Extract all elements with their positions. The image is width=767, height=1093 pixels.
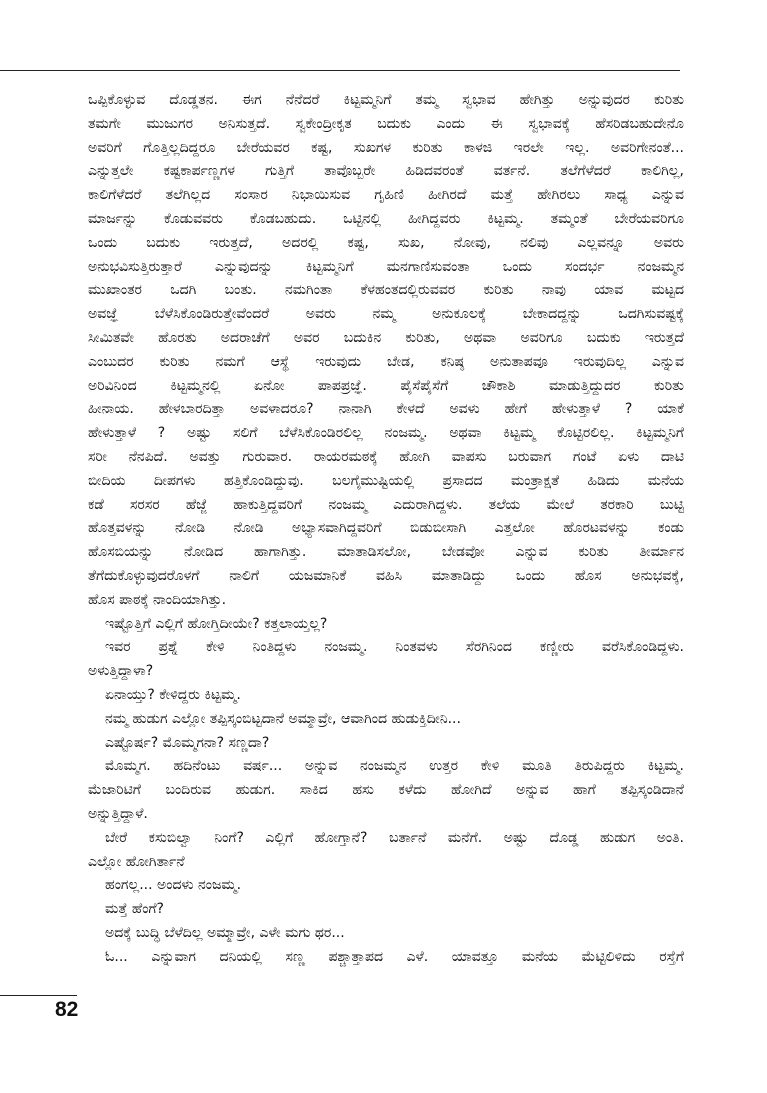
dialogue-line: ಏನಾಯ್ತು? ಕೇಳಿದ್ದರು ಕಿಟ್ಟಮ್ಮ.: [105, 686, 241, 703]
page-number: 82: [55, 998, 79, 1021]
text-line: ಒಂದು ಬದುಕು ಇರುತ್ತದೆ, ಅದರಲ್ಲಿ ಕಷ್ಟ, ಸುಖ, ನೋವು, ನಲಿವು ಎಲ್ಲವನ್ನೂ ಅವರು: [88, 234, 684, 251]
text-line: ತೆಗೆದುಕೊಳ್ಳುವುದರೊಳಗೆ ನಾಲಿಗೆ ಯಜಮಾನಿಕೆ ವಹಿಸಿ ಮಾತಾಡಿದ್ದು ಒಂದು ಹೊಸ ಅನುಭವಕ್ಕೆ,: [88, 567, 684, 584]
text-line: ಅಳುತ್ತಿದ್ದಾಳಾ?: [88, 663, 154, 680]
text-line: ಅವರಿಗೆ ಗೊತ್ತಿಲ್ಲದಿದ್ದರೂ ಬೇರೆಯವರ ಕಷ್ಟ, ಸುಖಗಳ ಕುರಿತು ಕಾಳಜಿ ಇರಲೇ ಇಲ್ಲ. ಅವರಿಗೇನಂತೆ...: [88, 139, 684, 156]
text-line: ಅನುಭವಿಸುತ್ತಿರುತ್ತಾರೆ ಎನ್ನುವುದನ್ನು ಕಿಟ್ಟಮ್ಮನಿಗೆ ಮನಗಾಣಿಸುವಂತಾ ಒಂದು ಸಂದರ್ಭ ನಂಜಮ್ಮನ: [88, 258, 684, 275]
text-line: ಎಲ್ಲೋ ಹೋಗಿರ್ತಾನೆ: [88, 853, 185, 870]
text-line: ಅನ್ನುತ್ತಿದ್ದಾಳೆ.: [88, 805, 148, 822]
text-line: ಸರೀ ನೆನಪಿದೆ. ಅವತ್ತು ಗುರುವಾರ. ರಾಯರಮಠಕ್ಕೆ ಹೋಗಿ ವಾಪಸು ಬರುವಾಗ ಗಂಟೆ ಏಳು ದಾಟಿ: [88, 448, 684, 465]
text-line: ಸೀಮಿತವೇ ಹೊರತು ಅದರಾಚೆಗೆ ಅವರ ಬದುಕಿನ ಕುರಿತು, ಅಥವಾ ಅವರಿಗೂ ಬದುಕು ಇರುತ್ತದೆ: [88, 329, 684, 346]
text-line: ಬೀದಿಯ ದೀಪಗಳು ಹತ್ತಿಕೊಂಡಿದ್ದುವು. ಬಲಗೈಮುಷ್ಟಿಯಲ್ಲಿ ಪ್ರಸಾದದ ಮಂತ್ರಾಕ್ಷತೆ ಹಿಡಿದು ಮನೆಯ: [88, 472, 684, 489]
dialogue-line: ಎಷ್ಟೊರ್ಷ? ಮೊಮ್ಮಗನಾ? ಸಣ್ಣದಾ?: [105, 734, 270, 751]
text-line: ಕಡೆ ಸರಸರ ಹೆಜ್ಜೆ ಹಾಕುತ್ತಿದ್ದವರಿಗೆ ನಂಜಮ್ಮ ಎದುರಾಗಿದ್ದಳು. ತಲೆಯ ಮೇಲೆ ತರಕಾರಿ ಬುಟ್ಟಿ: [88, 496, 684, 513]
text-line: ಕಾಲಿಗೆಳೆದರೆ ತಲೆಗಿಲ್ಲದ ಸಂಸಾರ ನಿಭಾಯಿಸುವ ಗೃಹಿಣಿ ಹೀಗಿರದೆ ಮತ್ತೆ ಹೇಗಿರಲು ಸಾಧ್ಯ ಎನ್ನುವ: [88, 187, 684, 204]
text-line: ಬೇರೆ ಕಸುಬಿಲ್ವಾ ನಿಂಗೆ? ಎಲ್ಲಿಗೆ ಹೋಗ್ತಾನೆ? ಬರ್ತಾನೆ ಮನೆಗೆ. ಅಷ್ಟು ದೊಡ್ಡ ಹುಡುಗ ಅಂತಿ.: [105, 829, 684, 846]
text-line: ಹೊತ್ತವಳನ್ನು ನೋಡಿ ನೋಡಿ ಅಭ್ಯಾಸವಾಗಿದ್ದವರಿಗೆ ಬಿಡುಬೀಸಾಗಿ ಎತ್ತಲೋ ಹೊರಟವಳನ್ನು ಕಂಡು: [88, 520, 684, 537]
header-rule: [0, 70, 680, 71]
text-line: ಹೊಸ ಪಾಠಕ್ಕೆ ನಾಂದಿಯಾಗಿತ್ತು.: [88, 591, 227, 608]
text-line: ಒಪ್ಪಿಕೊಳ್ಳುವ ದೊಡ್ಡತನ. ಈಗ ನೆನೆದರೆ ಕಿಟ್ಟಮ್ಮನಿಗೆ ತಮ್ಮ ಸ್ವಭಾವ ಹೇಗಿತ್ತು ಅನ್ನುವುದರ ಕುರಿತು: [88, 92, 684, 108]
text-line: ಹೇಳುತ್ತಾಳೆ ? ಅಷ್ಟು ಸಲಿಗೆ ಬೆಳೆಸಿಕೊಂಡಿರಲಿಲ್ಲ ನಂಜಮ್ಮ. ಅಥವಾ ಕಿಟ್ಟಮ್ಮ ಕೊಟ್ಟಿರಲಿಲ್ಲ. ಕಿಟ್ಟಮ್ಮನಿಗೆ: [88, 425, 684, 442]
text-line: ಹೊಸಬಿಯನ್ನು ನೋಡಿದ ಹಾಗಾಗಿತ್ತು. ಮಾತಾಡಿಸಲೋ, ಬೇಡವೋ ಎನ್ನುವ ಕುರಿತು ತೀರ್ಮಾನ: [88, 544, 684, 561]
text-line: ಮೊಮ್ಮಗ. ಹದಿನೆಂಟು ವರ್ಷ... ಅನ್ನುವ ನಂಜಮ್ಮನ ಉತ್ತರ ಕೇಳಿ ಮೂತಿ ತಿರುಪಿದ್ದರು ಕಿಟ್ಟಮ್ಮ.: [105, 758, 684, 775]
dialogue-line: ಅದಕ್ಕೆ ಬುದ್ಧಿ ಬೆಳೆದಿಲ್ಲ ಅಮ್ಮಾವ್ರೇ, ಎಳೇ ಮಗು ಥರ...: [105, 924, 345, 941]
text-line: ಎಂಬುದರ ಕುರಿತು ನಮಗೆ ಆಸ್ಥೆ ಇರುವುದು ಬೇಡ, ಕನಿಷ್ಠ ಅನುತಾಪವೂ ಇರುವುದಿಲ್ಲ ಎನ್ನುವ: [88, 353, 684, 370]
text-line: ಮೆಜಾರಿಟಿಗೆ ಬಂದಿರುವ ಹುಡುಗ. ಸಾಕಿದ ಹಸು ಕಳೆದು ಹೋಗಿದೆ ಅನ್ನುವ ಹಾಗೆ ತಪ್ಪಿಸ್ಕಂಡಿದಾನೆ: [88, 782, 684, 799]
dialogue-line: ನಮ್ಮ ಹುಡುಗ ಎಲ್ಲೋ ತಪ್ಪಿಸ್ಕಂಬಿಟ್ಟದಾನೆ ಅಮ್ಮಾವ್ರೇ, ಆವಾಗಿಂದ ಹುಡುಕ್ತಿದೀನಿ...: [105, 710, 461, 727]
text-line: ಮಾರ್ಜನ್ನು ಕೊಡುವವರು ಕೊಡಬಹುದು. ಒಟ್ಟಿನಲ್ಲಿ ಹೀಗಿದ್ದವರು ಕಿಟ್ಟಮ್ಮ. ತಮ್ಮಂತೆ ಬೇರೆಯವರಿಗೂ: [88, 210, 684, 227]
text-line: ಅರಿವಿನಿಂದ ಕಿಟ್ಟಮ್ಮನಲ್ಲಿ ಏನೋ ಪಾಪಪ್ರಜ್ಞೆ. ಪೈಸೆಪೈಸೆಗೆ ಚೌಕಾಶಿ ಮಾಡುತ್ತಿದ್ದುದರ ಕುರಿತು: [88, 377, 684, 394]
dialogue-line: ಹಂಗಲ್ಲ... ಅಂದಳು ನಂಜಮ್ಮ.: [105, 877, 242, 894]
text-line: ತಮಗೇ ಮುಜುಗರ ಅನಿಸುತ್ತದೆ. ಸ್ವಕೇಂದ್ರೀಕೃತ ಬದುಕು ಎಂದು ಈ ಸ್ವಭಾವಕ್ಕೆ ಹೆಸರಿಡಬಹುದೇನೊ: [88, 115, 684, 132]
body-text: [88, 89, 684, 969]
text-line: ಅವಜ್ಞೆ ಬೆಳೆಸಿಕೊಂಡಿರುತ್ತೇವೆಂದರೆ ಅವರು ನಮ್ಮ ಅನುಕೂಲಕ್ಕೆ ಬೇಕಾದದ್ದನ್ನು ಒದಗಿಸುವಷ್ಟಕ್ಕೆ: [88, 306, 684, 323]
dialogue-line: ಮತ್ತೆ ಹೆಂಗೆ?: [105, 901, 164, 918]
text-line: ಮುಖಾಂತರ ಒದಗಿ ಬಂತು. ನಮಗಿಂತಾ ಕೆಳಹಂತದಲ್ಲಿರುವವರ ಕುರಿತು ನಾವು ಯಾವ ಮಟ್ಟದ: [88, 282, 684, 299]
footer-rule: [0, 995, 77, 996]
text-line: ಇವರ ಪ್ರಶ್ನೆ ಕೇಳಿ ನಿಂತಿದ್ದಳು ನಂಜಮ್ಮ. ನಿಂತವಳು ಸೆರಗಿನಿಂದ ಕಣ್ಣೀರು ವರೆಸಿಕೊಂಡಿದ್ದಳು.: [105, 639, 684, 656]
dialogue-line: ಇಷ್ಟೊತ್ತಿಗೆ ಎಲ್ಲಿಗೆ ಹೋಗ್ತಿದೀಯೇ? ಕತ್ತಲಾಯ್ತಲ್ಲ?: [105, 615, 328, 632]
text-line: ಹೀನಾಯ. ಹೇಳಬಾರದಿತ್ತಾ ಅವಳಾದರೂ? ನಾನಾಗಿ ಕೇಳದೆ ಅವಳು ಹೇಗೆ ಹೇಳುತ್ತಾಳೆ ? ಯಾಕೆ: [88, 401, 684, 418]
text-line: ಎನ್ನುತ್ತಲೇ ಕಷ್ಟಕಾರ್ಪಣ್ಣಗಳ ಗುತ್ತಿಗೆ ತಾವೊಬ್ಬರೇ ಹಿಡಿದವರಂತೆ ವರ್ತನೆ. ತಲೆಗೆಳೆದರೆ ಕಾಲಿಗಿಲ್ಲ,: [88, 163, 684, 180]
text-line: ಓ... ಎನ್ನುವಾಗ ದನಿಯಲ್ಲಿ ಸಣ್ಣ ಪಶ್ಚಾತ್ತಾಪದ ಎಳೆ. ಯಾವತ್ತೂ ಮನೆಯ ಮೆಟ್ಟಿಲಿಳಿದು ರಸ್ತೆಗೆ: [105, 948, 684, 965]
